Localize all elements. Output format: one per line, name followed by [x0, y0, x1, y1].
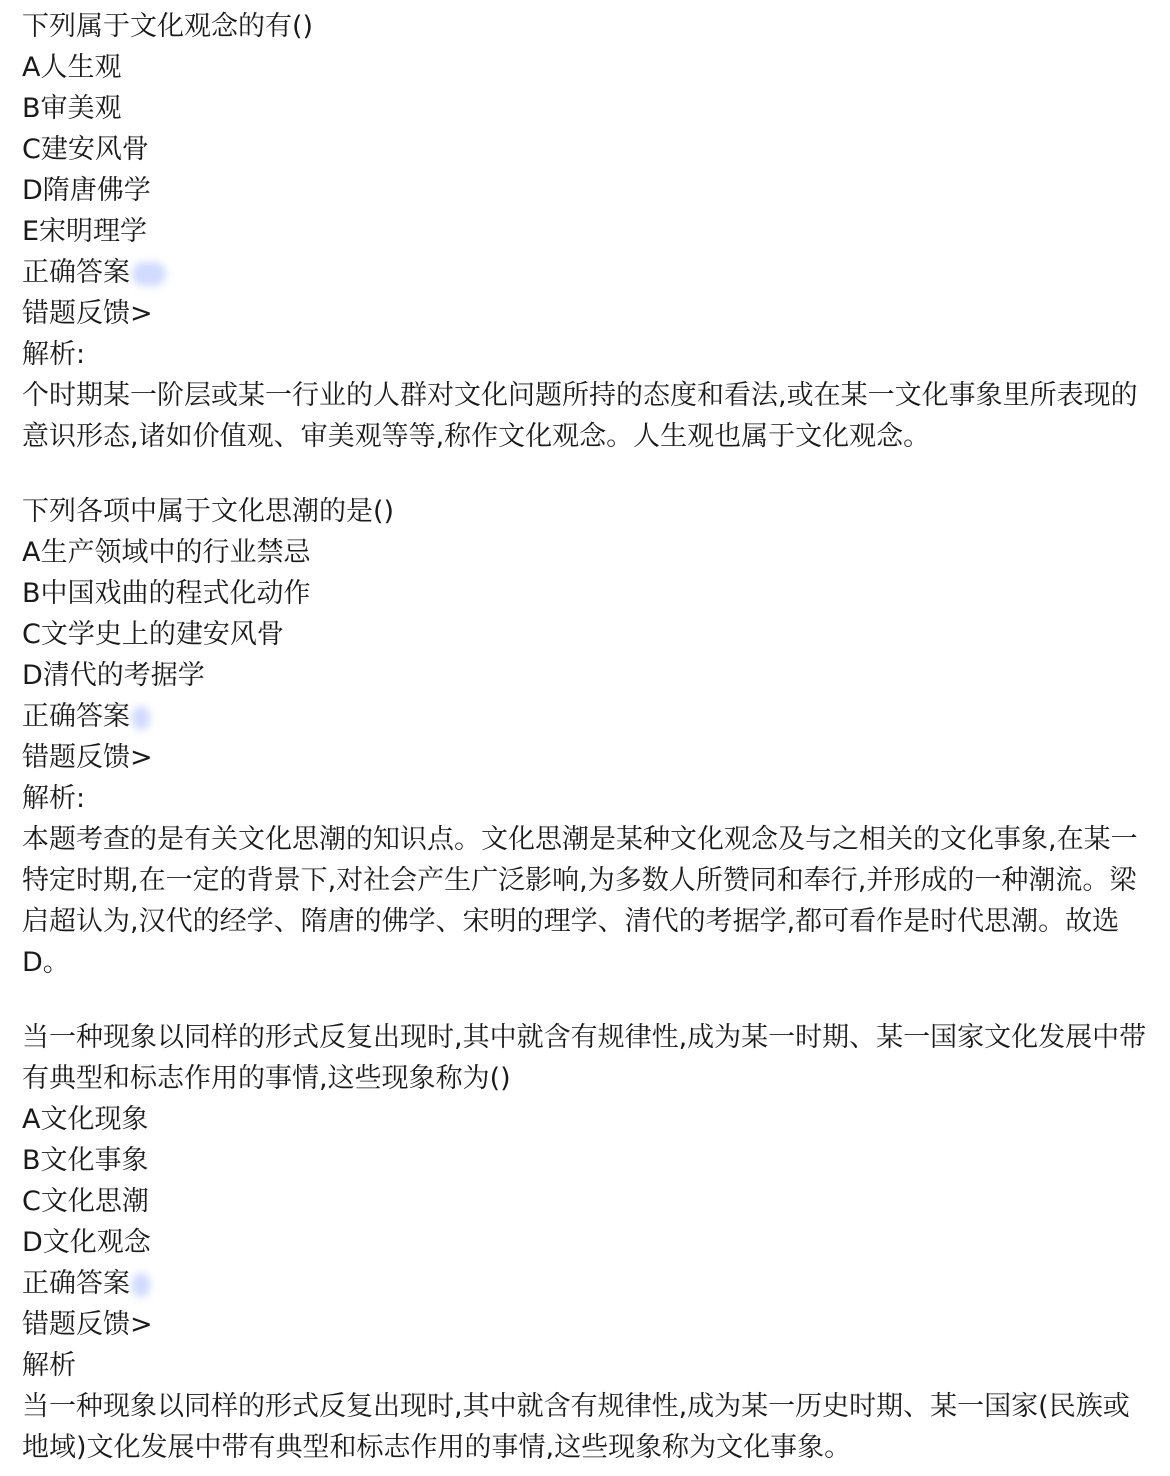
analysis-text: 本题考查的是有关文化思潮的知识点。文化思潮是某种文化观念及与之相关的文化事象,在某一特定时期,在一定的背景下,对社会产生广泛影响,为多数人所赞同和奉行,并形成的一种潮流。梁启超认为,汉代的经学、隋唐的佛学、宋明的理学、清代的考据学,都可看作是时代思潮。故选D。 [22, 824, 1138, 978]
spacer [22, 983, 1152, 1017]
question-stem: 下列各项中属于文化思潮的是() [22, 496, 395, 527]
option-d: D文化观念 [22, 1227, 151, 1258]
option-b: B审美观 [22, 93, 122, 124]
analysis-text: 个时期某一阶层或某一行业的人群对文化问题所持的态度和看法,或在某一文化事象里所表现的意识形态,诸如价值观、审美观等等,称作文化观念。人生观也属于文化观念。 [22, 380, 1138, 452]
question-block [22, 1017, 1152, 1468]
option-b: B中国戏曲的程式化动作 [22, 578, 311, 609]
analysis-text: 当一种现象以同样的形式反复出现时,其中就含有规律性,成为某一历史时期、某一国家(民族或地域)文化发展中带有典型和标志作用的事情,这些现象称为文化事象。 [22, 1391, 1130, 1463]
question-list [22, 6, 1152, 1468]
option-c: C建安风骨 [22, 134, 149, 165]
option-c: C文学史上的建安风骨 [22, 619, 284, 650]
analysis-label: 解析: [22, 339, 86, 370]
blurred-answer [132, 706, 150, 730]
error-feedback-link[interactable]: 错题反馈> [22, 742, 153, 773]
correct-answer-row [22, 696, 1152, 737]
question-stem: 当一种现象以同样的形式反复出现时,其中就含有规律性,成为某一时期、某一国家文化发展中带有典型和标志作用的事情,这些现象称为() [22, 1022, 1147, 1094]
question-block [22, 491, 1152, 983]
option-c: C文化思潮 [22, 1186, 149, 1217]
error-feedback-link[interactable]: 错题反馈> [22, 1309, 153, 1340]
question-stem: 下列属于文化观念的有() [22, 11, 314, 42]
correct-answer-label: 正确答案 [22, 1268, 130, 1299]
question-block [22, 6, 1152, 457]
option-a: A文化现象 [22, 1104, 149, 1135]
option-e: E宋明理学 [22, 216, 148, 247]
option-a: A人生观 [22, 52, 122, 83]
option-b: B文化事象 [22, 1145, 149, 1176]
correct-answer-row [22, 252, 1152, 293]
option-d: D清代的考据学 [22, 660, 205, 691]
analysis-label: 解析 [22, 1350, 76, 1381]
analysis-label: 解析: [22, 783, 86, 814]
option-d: D隋唐佛学 [22, 175, 151, 206]
correct-answer-label: 正确答案 [22, 701, 130, 732]
spacer [22, 457, 1152, 491]
blurred-answer [132, 1273, 150, 1297]
option-a: A生产领域中的行业禁忌 [22, 537, 311, 568]
correct-answer-label: 正确答案 [22, 257, 130, 288]
error-feedback-link[interactable]: 错题反馈> [22, 298, 153, 329]
blurred-answer [132, 262, 166, 286]
correct-answer-row [22, 1263, 1152, 1304]
